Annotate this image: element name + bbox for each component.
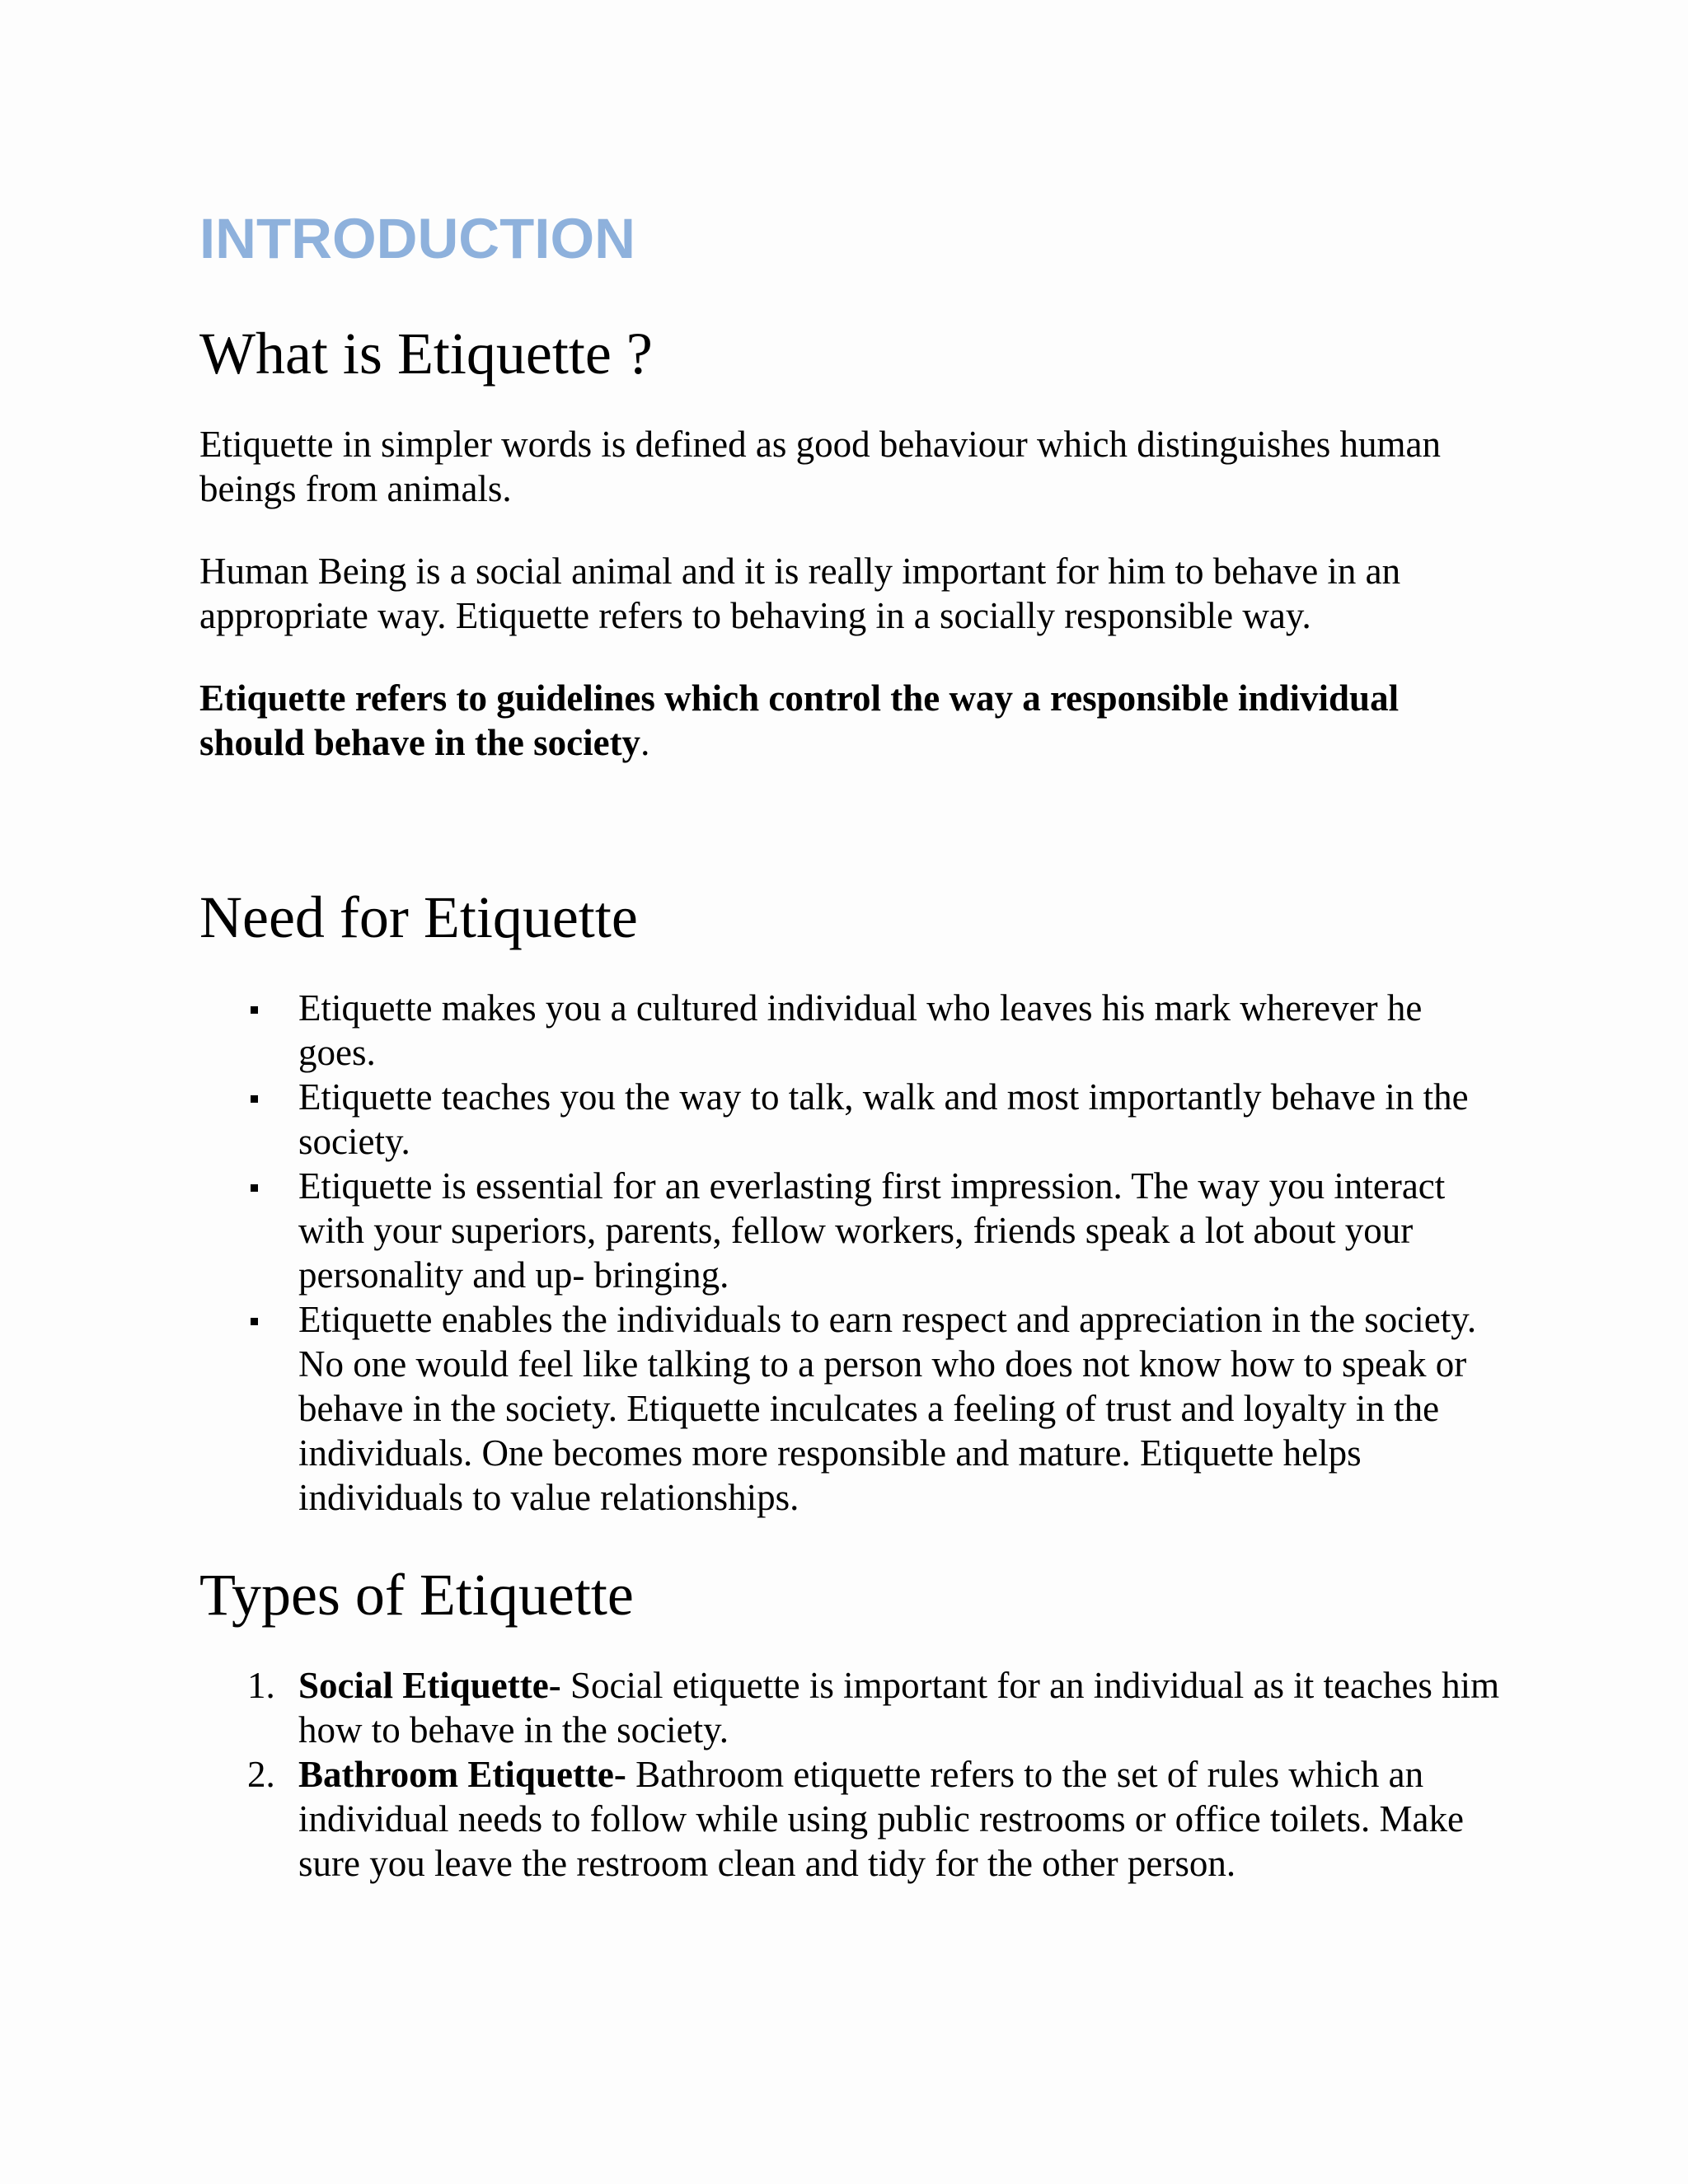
square-bullet-icon [251,1184,258,1192]
list-item-text: Etiquette teaches you the way to talk, walk and most importantly behave in the society. [298,1076,1469,1162]
list-number: 2. [247,1754,275,1795]
square-bullet-icon [251,1006,258,1014]
what-is-etiquette-heading: What is Etiquette ? [199,321,653,387]
page-content [199,198,1502,1886]
list-item-text: Etiquette enables the individuals to earn respect and appreciation in the society. No one would feel like talking to a person who does not know how to speak or behave in the society. Etiquette inculcates a feeling of trust and loyalty in the individuals. One becomes more responsible and mature. Etiquette helps individuals to value relationships. [298,1299,1477,1518]
types-of-etiquette-heading: Types of Etiquette [199,1562,634,1628]
list-item [298,1164,1502,1297]
type-term: Social Etiquette- [298,1665,561,1706]
type-description: Bathroom etiquette refers to the set of rules which an individual needs to follow while using public restrooms or office toilets. Make sure you leave the restroom clean and tidy for the other person. [298,1754,1464,1884]
list-item-text: Etiquette is essential for an everlasting first impression. The way you interact with your superiors, parents, fellow workers, friends speak a lot about your personality and up- bringing. [298,1165,1446,1296]
guidelines-bold-text: Etiquette refers to guidelines which control the way a responsible individual should behave in the society [199,677,1400,763]
list-item [298,1075,1502,1164]
square-bullet-icon [251,1095,258,1103]
type-term: Bathroom Etiquette- [298,1754,626,1795]
need-for-etiquette-heading: Need for Etiquette [199,884,638,950]
definition-paragraph: Etiquette in simpler words is defined as good behaviour which distinguishes human beings from animals. [199,424,1442,509]
types-list [199,1663,1502,1886]
guidelines-paragraph [199,676,1502,765]
list-item [247,1663,1502,1752]
square-bullet-icon [251,1318,258,1325]
list-number: 1. [247,1665,275,1706]
social-animal-paragraph: Human Being is a social animal and it is really important for him to behave in an appropriate way. Etiquette refers to behaving in a socially responsible way. [199,551,1401,636]
type-description: Social etiquette is important for an individual as it teaches him how to behave in the society. [298,1665,1500,1750]
list-item-text: Etiquette makes you a cultured individual who leaves his mark wherever he goes. [298,987,1423,1073]
introduction-title: INTRODUCTION [199,207,635,270]
guidelines-period: . [640,722,650,763]
list-item [298,1297,1502,1520]
need-list [199,986,1502,1520]
list-item [247,1752,1502,1886]
list-item [298,986,1502,1075]
